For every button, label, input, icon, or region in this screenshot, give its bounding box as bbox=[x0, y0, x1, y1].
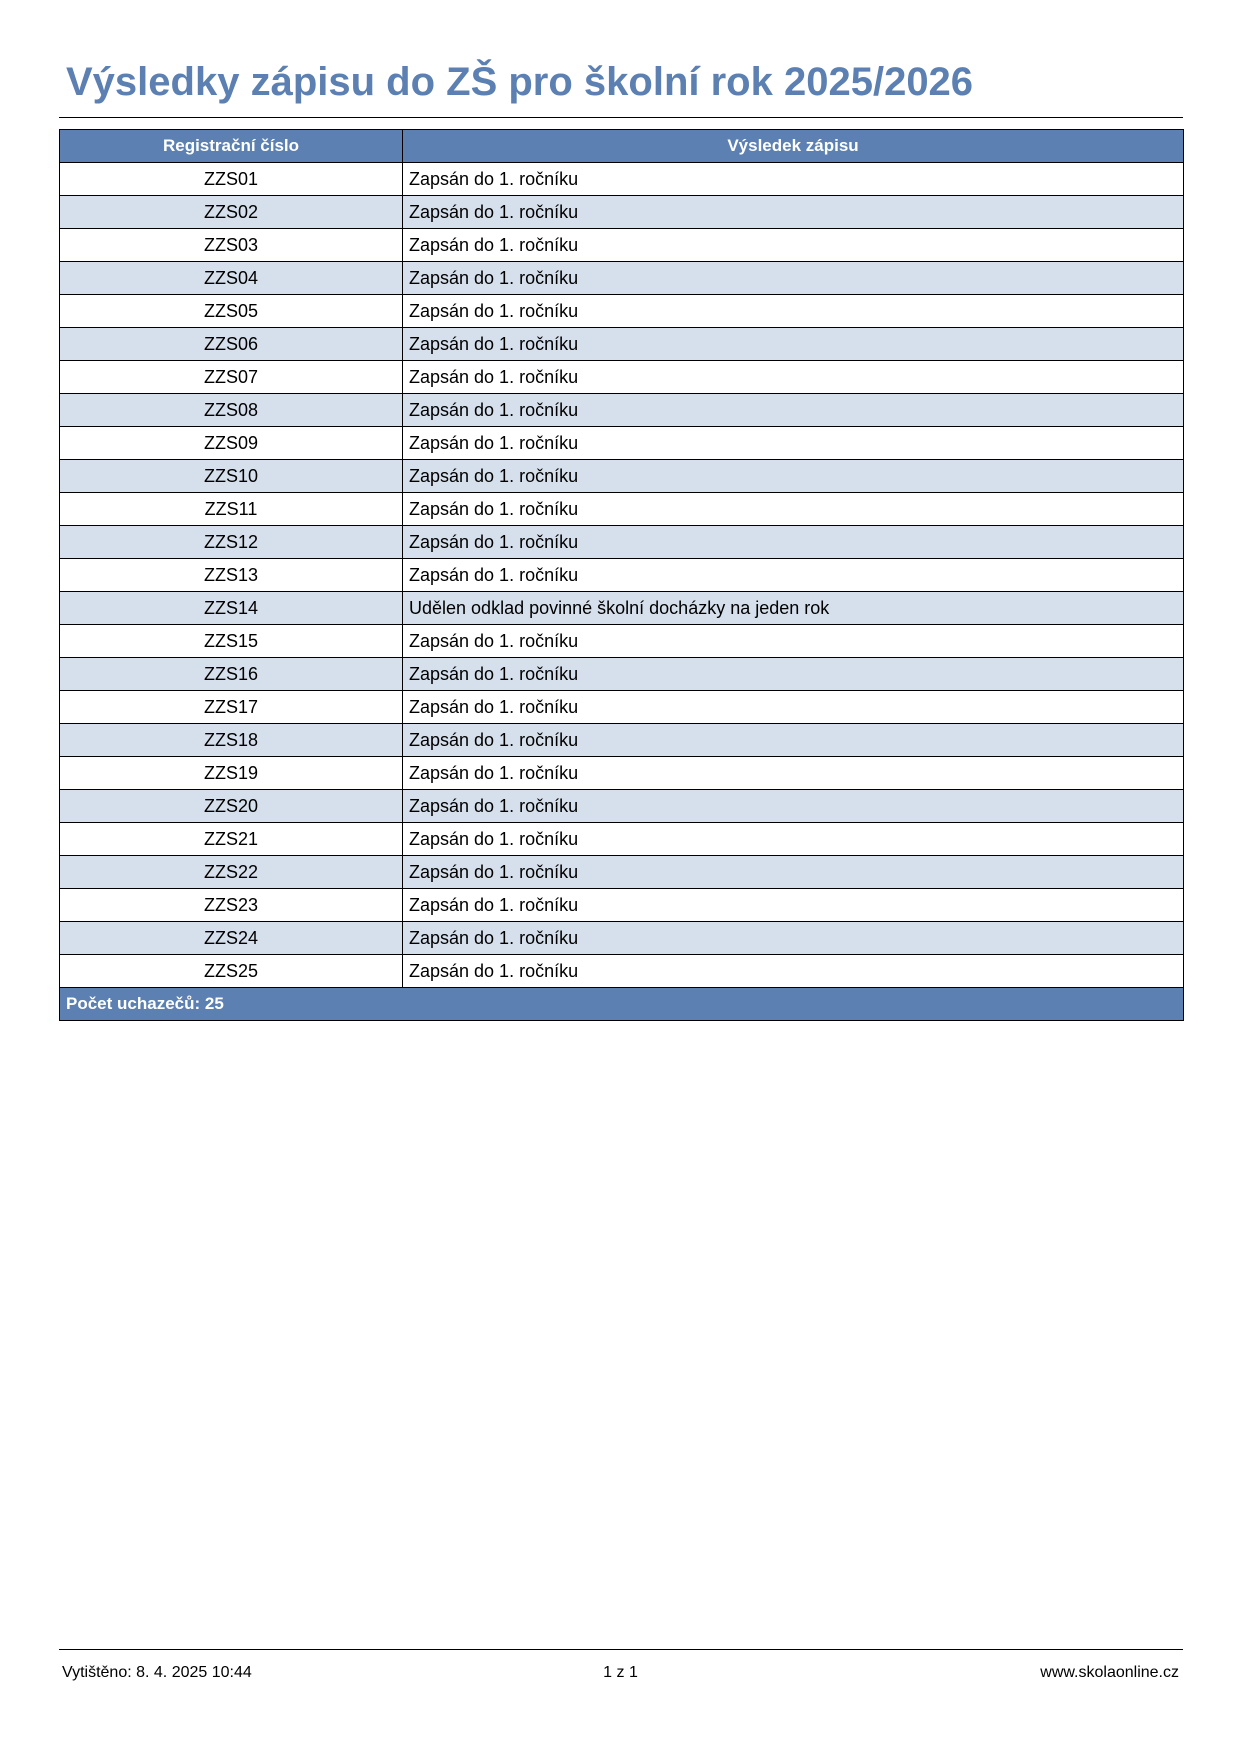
registration-number-cell: ZZS03 bbox=[60, 229, 403, 262]
registration-number-cell: ZZS05 bbox=[60, 295, 403, 328]
registration-number-cell: ZZS07 bbox=[60, 361, 403, 394]
table-row bbox=[60, 427, 1184, 460]
table-row bbox=[60, 955, 1184, 988]
table-row bbox=[60, 196, 1184, 229]
result-cell: Zapsán do 1. ročníku bbox=[403, 559, 1184, 592]
registration-number-cell: ZZS09 bbox=[60, 427, 403, 460]
result-cell: Zapsán do 1. ročníku bbox=[403, 757, 1184, 790]
table-row bbox=[60, 295, 1184, 328]
table-row bbox=[60, 526, 1184, 559]
printed-timestamp: Vytištěno: 8. 4. 2025 10:44 bbox=[62, 1664, 252, 1681]
table-row bbox=[60, 625, 1184, 658]
registration-number-cell: ZZS25 bbox=[60, 955, 403, 988]
table-body bbox=[60, 163, 1184, 988]
result-cell: Zapsán do 1. ročníku bbox=[403, 460, 1184, 493]
column-header-result: Výsledek zápisu bbox=[403, 130, 1184, 163]
registration-number-cell: ZZS12 bbox=[60, 526, 403, 559]
registration-number-cell: ZZS01 bbox=[60, 163, 403, 196]
result-cell: Zapsán do 1. ročníku bbox=[403, 427, 1184, 460]
registration-number-cell: ZZS13 bbox=[60, 559, 403, 592]
table-row bbox=[60, 757, 1184, 790]
result-cell: Zapsán do 1. ročníku bbox=[403, 328, 1184, 361]
footer-divider bbox=[59, 1649, 1183, 1650]
registration-number-cell: ZZS24 bbox=[60, 922, 403, 955]
table-row bbox=[60, 691, 1184, 724]
result-cell: Zapsán do 1. ročníku bbox=[403, 922, 1184, 955]
table-row bbox=[60, 559, 1184, 592]
title-divider bbox=[59, 117, 1183, 118]
result-cell: Zapsán do 1. ročníku bbox=[403, 493, 1184, 526]
registration-number-cell: ZZS04 bbox=[60, 262, 403, 295]
table-row bbox=[60, 361, 1184, 394]
page-title: Výsledky zápisu do ZŠ pro školní rok 2025/2026 bbox=[66, 60, 974, 104]
applicant-count: Počet uchazečů: 25 bbox=[60, 988, 1184, 1021]
registration-number-cell: ZZS06 bbox=[60, 328, 403, 361]
registration-number-cell: ZZS22 bbox=[60, 856, 403, 889]
table-row bbox=[60, 889, 1184, 922]
result-cell: Zapsán do 1. ročníku bbox=[403, 724, 1184, 757]
table-row bbox=[60, 658, 1184, 691]
result-cell: Zapsán do 1. ročníku bbox=[403, 361, 1184, 394]
table-row bbox=[60, 229, 1184, 262]
result-cell: Zapsán do 1. ročníku bbox=[403, 691, 1184, 724]
table-row bbox=[60, 823, 1184, 856]
registration-number-cell: ZZS20 bbox=[60, 790, 403, 823]
website-url: www.skolaonline.cz bbox=[1040, 1664, 1179, 1681]
table-row bbox=[60, 922, 1184, 955]
results-table bbox=[59, 129, 1184, 1021]
registration-number-cell: ZZS11 bbox=[60, 493, 403, 526]
table-header-row bbox=[60, 130, 1184, 163]
result-cell: Zapsán do 1. ročníku bbox=[403, 262, 1184, 295]
registration-number-cell: ZZS08 bbox=[60, 394, 403, 427]
table-row bbox=[60, 328, 1184, 361]
table-row bbox=[60, 856, 1184, 889]
registration-number-cell: ZZS21 bbox=[60, 823, 403, 856]
result-cell: Zapsán do 1. ročníku bbox=[403, 229, 1184, 262]
result-cell: Zapsán do 1. ročníku bbox=[403, 625, 1184, 658]
table-row bbox=[60, 724, 1184, 757]
result-cell: Zapsán do 1. ročníku bbox=[403, 526, 1184, 559]
registration-number-cell: ZZS02 bbox=[60, 196, 403, 229]
table-row bbox=[60, 163, 1184, 196]
table-row bbox=[60, 790, 1184, 823]
result-cell: Zapsán do 1. ročníku bbox=[403, 295, 1184, 328]
result-cell: Zapsán do 1. ročníku bbox=[403, 658, 1184, 691]
registration-number-cell: ZZS19 bbox=[60, 757, 403, 790]
result-cell: Zapsán do 1. ročníku bbox=[403, 856, 1184, 889]
result-cell: Zapsán do 1. ročníku bbox=[403, 823, 1184, 856]
column-header-registration-number: Registrační číslo bbox=[60, 130, 403, 163]
registration-number-cell: ZZS14 bbox=[60, 592, 403, 625]
result-cell: Zapsán do 1. ročníku bbox=[403, 955, 1184, 988]
registration-number-cell: ZZS10 bbox=[60, 460, 403, 493]
registration-number-cell: ZZS15 bbox=[60, 625, 403, 658]
table-row bbox=[60, 262, 1184, 295]
table-row bbox=[60, 394, 1184, 427]
result-cell: Zapsán do 1. ročníku bbox=[403, 790, 1184, 823]
result-cell: Zapsán do 1. ročníku bbox=[403, 394, 1184, 427]
registration-number-cell: ZZS16 bbox=[60, 658, 403, 691]
table-row bbox=[60, 460, 1184, 493]
result-cell: Zapsán do 1. ročníku bbox=[403, 163, 1184, 196]
page-number: 1 z 1 bbox=[603, 1664, 638, 1681]
registration-number-cell: ZZS17 bbox=[60, 691, 403, 724]
result-cell: Udělen odklad povinné školní docházky na jeden rok bbox=[403, 592, 1184, 625]
table-row bbox=[60, 592, 1184, 625]
result-cell: Zapsán do 1. ročníku bbox=[403, 196, 1184, 229]
registration-number-cell: ZZS18 bbox=[60, 724, 403, 757]
result-cell: Zapsán do 1. ročníku bbox=[403, 889, 1184, 922]
registration-number-cell: ZZS23 bbox=[60, 889, 403, 922]
table-row bbox=[60, 493, 1184, 526]
table-summary-row bbox=[60, 988, 1184, 1021]
